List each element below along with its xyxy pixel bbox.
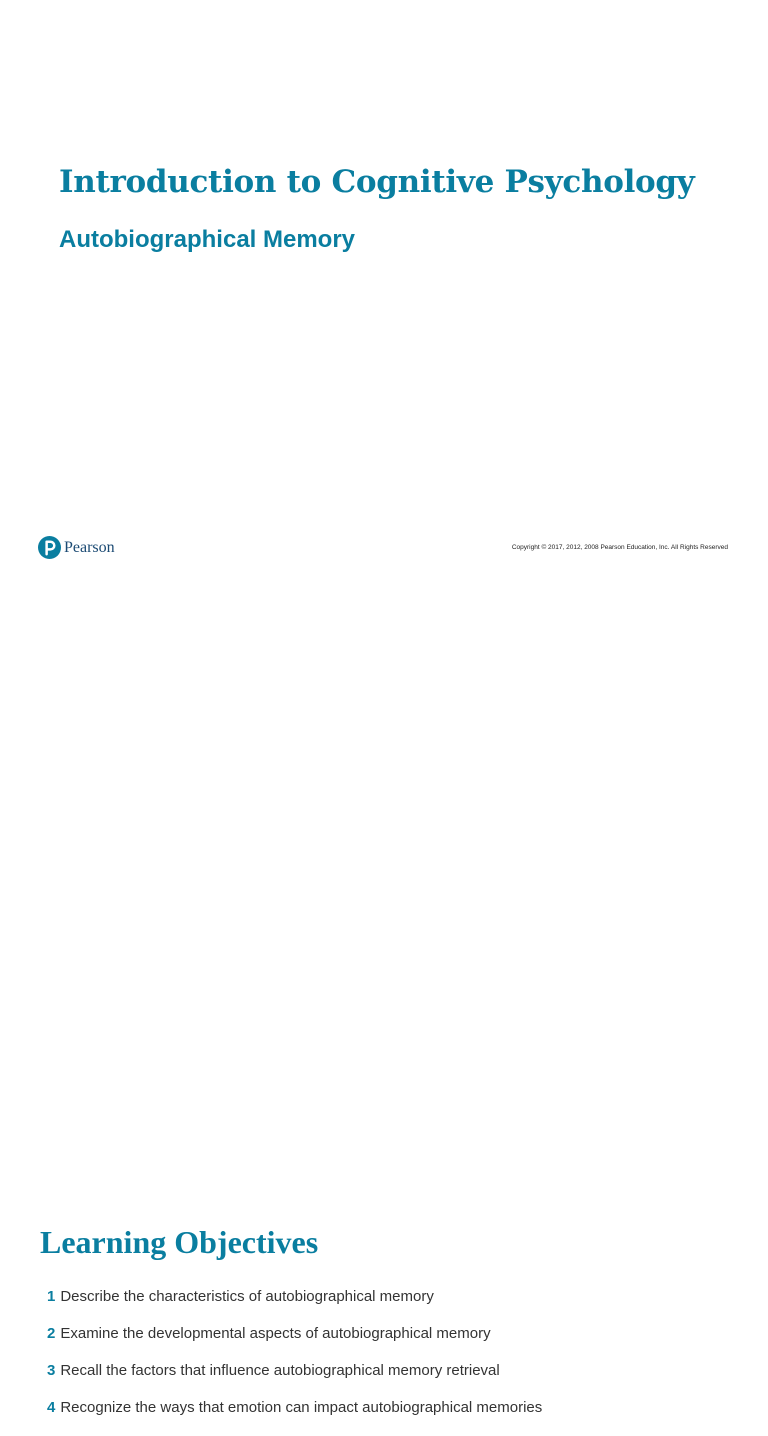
objective-text: Examine the developmental aspects of autobiographical memory bbox=[60, 1325, 491, 1342]
objective-text: Describe the characteristics of autobiographical memory bbox=[60, 1288, 434, 1305]
copyright-notice: Copyright © 2017, 2012, 2008 Pearson Education, Inc. All Rights Reserved bbox=[511, 544, 728, 551]
objectives-list bbox=[47, 1288, 542, 1436]
presentation-title: Introduction to Cognitive Psychology bbox=[59, 164, 695, 200]
objective-text: Recall the factors that influence autobiographical memory retrieval bbox=[60, 1362, 500, 1379]
objective-item bbox=[47, 1362, 542, 1399]
objective-text: Recognize the ways that emotion can impact autobiographical memories bbox=[60, 1399, 543, 1416]
presentation-subtitle: Autobiographical Memory bbox=[59, 226, 356, 253]
learning-objectives-title: Learning Objectives bbox=[40, 1224, 319, 1260]
title-slide bbox=[0, 0, 768, 578]
objective-item bbox=[47, 1399, 542, 1436]
objective-number: 4 bbox=[47, 1399, 56, 1416]
learning-objectives-slide bbox=[0, 578, 768, 1416]
objective-item bbox=[47, 1325, 542, 1362]
objective-number: 2 bbox=[47, 1325, 56, 1342]
objective-number: 1 bbox=[47, 1288, 56, 1305]
pearson-p-icon bbox=[38, 536, 61, 559]
objective-item bbox=[47, 1288, 542, 1325]
objective-number: 3 bbox=[47, 1362, 56, 1379]
pearson-logo-text: Pearson bbox=[64, 538, 115, 556]
pearson-logo bbox=[38, 535, 115, 560]
